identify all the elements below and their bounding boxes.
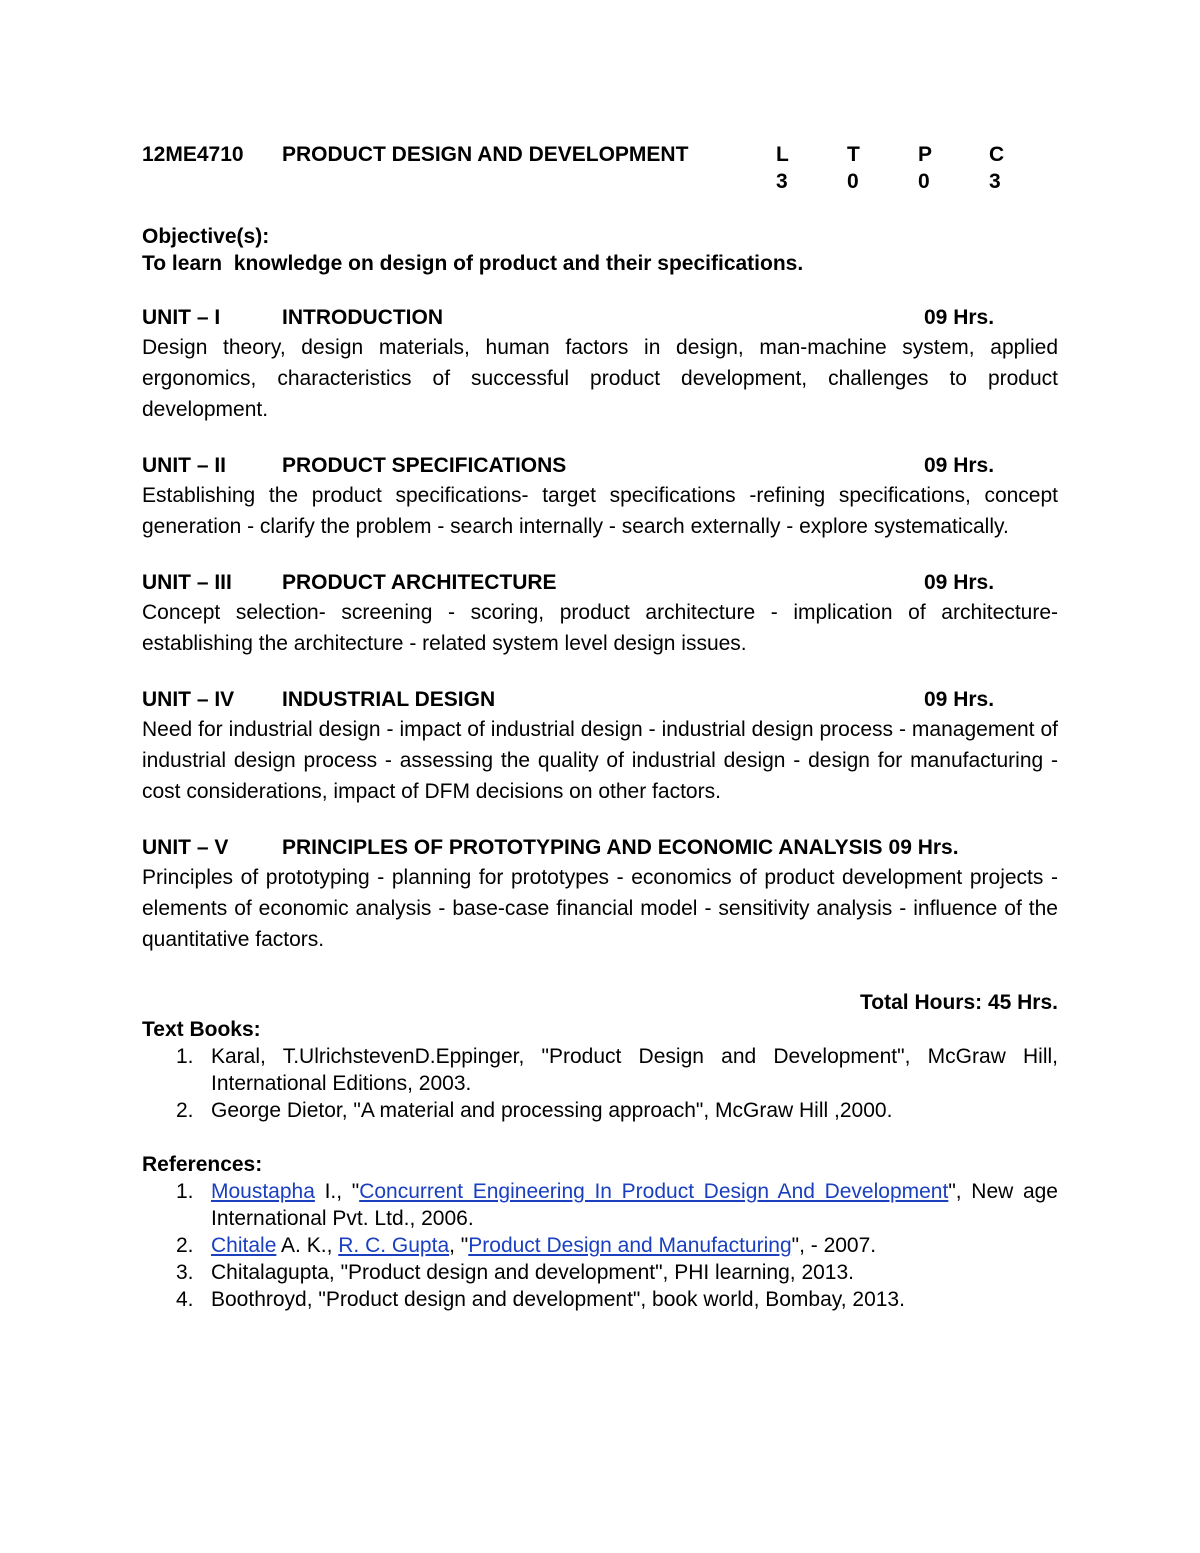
list-item	[142, 1232, 1058, 1259]
references-list	[142, 1178, 1058, 1313]
unit-hours: 09 Hrs.	[924, 571, 995, 594]
unit-description: Concept selection- screening - scoring, product architecture - implication of architecture- establishing the architecture - related system level design issues.	[142, 601, 1058, 655]
ltpc-value-t: 0	[847, 170, 859, 193]
ltpc-value-c: 3	[989, 170, 1001, 193]
ltpc-label-l: L	[776, 143, 789, 166]
unit-4	[142, 686, 1058, 807]
unit-description: Establishing the product specifications- target specifications -refining specifications, concept generation - clarify the problem - search internally - search externally - explore systematically.	[142, 484, 1058, 538]
text-books-list	[142, 1043, 1058, 1124]
unit-number: UNIT – I	[142, 306, 221, 329]
citation-text: Chitalagupta, "Product design and development", PHI learning, 2013.	[211, 1261, 854, 1284]
unit-number: UNIT – V	[142, 836, 229, 859]
objective-label: Objective(s):	[142, 225, 270, 248]
unit-number: UNIT – III	[142, 571, 232, 594]
list-item	[142, 1043, 1058, 1097]
list-number: 4.	[176, 1288, 194, 1311]
list-item	[142, 1286, 1058, 1313]
unit-title: PRINCIPLES OF PROTOTYPING AND ECONOMIC ANALYSIS	[282, 836, 883, 859]
title-link-concurrent-engineering[interactable]: Concurrent Engineering In Product Design And Development	[359, 1180, 949, 1203]
total-hours: Total Hours: 45 Hrs.	[860, 991, 1058, 1014]
unit-number: UNIT – IV	[142, 688, 235, 711]
author-link-chitale[interactable]: Chitale	[211, 1234, 277, 1257]
unit-hours: 09 Hrs.	[924, 306, 995, 329]
list-item	[142, 1259, 1058, 1286]
ltpc-label-p: P	[918, 143, 933, 166]
list-item	[142, 1097, 1058, 1124]
unit-heading	[142, 569, 1058, 596]
ltpc-value-p: 0	[918, 170, 930, 193]
citation-text: A. K.,	[276, 1234, 339, 1257]
unit-title: PRODUCT ARCHITECTURE	[282, 571, 557, 594]
citation-text: Boothroyd, "Product design and development", book world, Bombay, 2013.	[211, 1288, 905, 1311]
author-link-gupta[interactable]: R. C. Gupta	[338, 1234, 450, 1257]
syllabus-content	[142, 141, 1058, 1313]
unit-number: UNIT – II	[142, 454, 227, 477]
unit-hours: 09 Hrs.	[888, 836, 959, 859]
title-link-product-design-manufacturing[interactable]: Product Design and Manufacturing	[468, 1234, 792, 1257]
text-books-label: Text Books:	[142, 1018, 261, 1041]
ltpc-value-l: 3	[776, 170, 788, 193]
unit-heading	[142, 686, 1058, 713]
book-citation: Karal, T.UlrichstevenD.Eppinger, "Product Design and Development", McGraw Hill, International Editions, 2003.	[211, 1045, 1058, 1095]
unit-description: Principles of prototyping - planning for prototypes - economics of product development projects - elements of economic analysis - base-case financial model - sensitivity analysis - influence of the quantitative factors.	[142, 866, 1058, 951]
unit-heading	[142, 304, 1058, 331]
citation-text: ", New age International Pvt. Ltd., 2006.	[211, 1180, 1058, 1230]
references-label: References:	[142, 1153, 263, 1176]
citation-text: ", - 2007.	[791, 1234, 877, 1257]
unit-hours: 09 Hrs.	[924, 454, 995, 477]
course-credit-row	[142, 168, 1058, 195]
unit-title: PRODUCT SPECIFICATIONS	[282, 454, 567, 477]
unit-hours: 09 Hrs.	[924, 688, 995, 711]
unit-description: Design theory, design materials, human factors in design, man-machine system, applied ergonomics, characteristics of successful product development, challenges to product development.	[142, 336, 1058, 421]
unit-heading	[142, 834, 1058, 861]
course-title: PRODUCT DESIGN AND DEVELOPMENT	[282, 143, 689, 166]
book-citation: George Dietor, "A material and processing approach", McGraw Hill ,2000.	[211, 1099, 893, 1122]
unit-title: INDUSTRIAL DESIGN	[282, 688, 496, 711]
list-number: 1.	[176, 1045, 194, 1068]
course-code: 12ME4710	[142, 143, 244, 166]
ltpc-label-t: T	[847, 143, 860, 166]
citation-text: I., "	[314, 1180, 360, 1203]
author-link-moustapha[interactable]: Moustapha	[211, 1180, 315, 1203]
unit-title: INTRODUCTION	[282, 306, 443, 329]
ltpc-label-c: C	[989, 143, 1005, 166]
list-number: 2.	[176, 1099, 194, 1122]
unit-3	[142, 569, 1058, 659]
unit-5	[142, 834, 1058, 955]
list-number: 2.	[176, 1234, 194, 1257]
list-item	[142, 1178, 1058, 1232]
unit-2	[142, 452, 1058, 542]
unit-1	[142, 304, 1058, 425]
course-header-row	[142, 141, 1058, 168]
unit-heading	[142, 452, 1058, 479]
list-number: 3.	[176, 1261, 194, 1284]
list-number: 1.	[176, 1180, 194, 1203]
citation-text: , "	[449, 1234, 469, 1257]
unit-description: Need for industrial design - impact of industrial design - industrial design process - management of industrial design process - assessing the quality of industrial design - design for manufacturing - cost considerations, impact of DFM decisions on other factors.	[142, 718, 1058, 803]
objective-text: To learn knowledge on design of product and their specifications.	[142, 252, 804, 275]
